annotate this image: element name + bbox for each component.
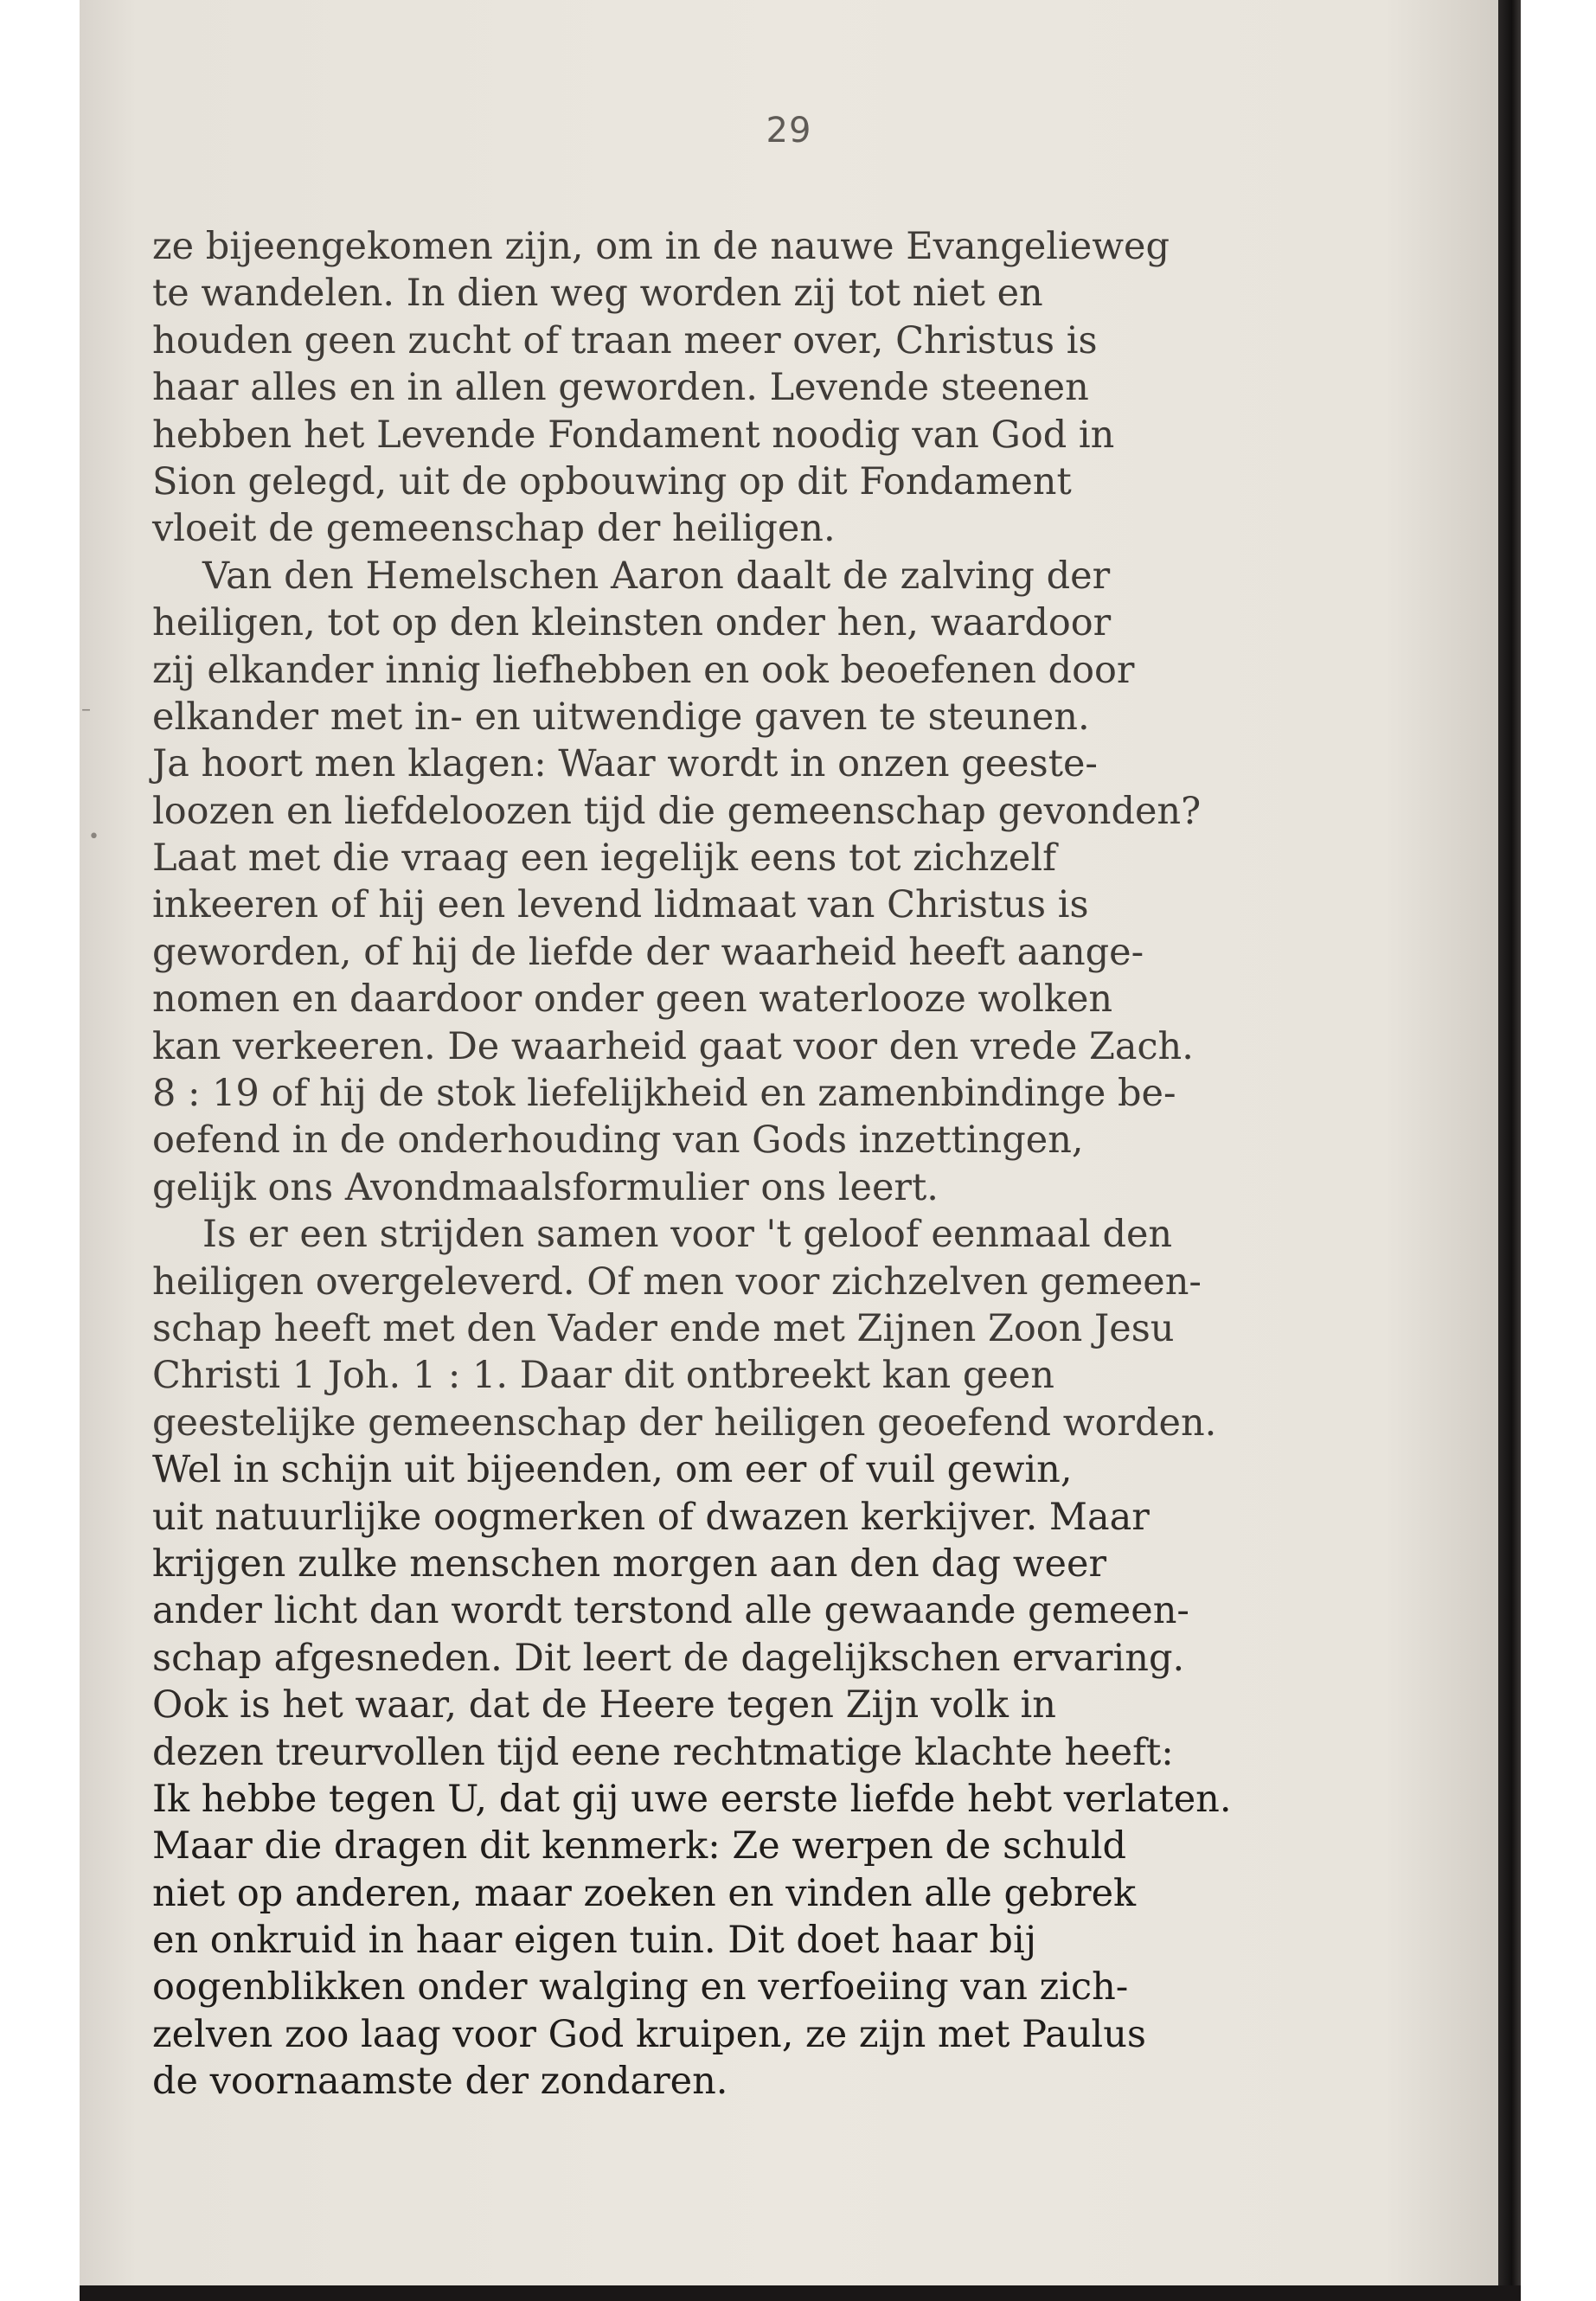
text-line: schap afgesneden. Dit leert de dagelijkschen ervaring. [152, 1636, 1185, 1680]
margin-dash-mark: – [81, 699, 91, 721]
book-page [80, 0, 1498, 2288]
text-line: de voornaamste der zondaren. [152, 2060, 728, 2104]
text-line: inkeeren of hij een levend lidmaat van Christus is [152, 883, 1089, 927]
text-line: dezen treurvollen tijd eene rechtmatige klachte heeft: [152, 1730, 1174, 1774]
text-line: uit natuurlijke oogmerken of dwazen kerkijver. Maar [152, 1495, 1150, 1539]
text-line: oogenblikken onder walging en verfoeiing van zich- [152, 1965, 1129, 2009]
text-line: ander licht dan wordt terstond alle gewaande gemeen- [152, 1589, 1189, 1633]
text-line: Ik hebbe tegen U, dat gij uwe eerste liefde hebt verlaten. [152, 1777, 1232, 1821]
text-line: Christi 1 Joh. 1 : 1. Daar dit ontbreekt kan geen [152, 1354, 1054, 1398]
book-bottom-edge [80, 2285, 1521, 2301]
text-line: krijgen zulke menschen morgen aan den dag weer [152, 1541, 1107, 1586]
text-line: hebben het Levende Fondament noodig van God in [152, 413, 1115, 457]
text-line: geestelijke gemeenschap der heiligen geoefend worden. [152, 1400, 1217, 1445]
text-line: Van den Hemelschen Aaron daalt de zalving der [202, 554, 1111, 598]
text-line: geworden, of hij de liefde der waarheid heeft aange- [152, 930, 1144, 974]
text-line: heiligen overgeleverd. Of men voor zichzelven gemeen- [152, 1259, 1202, 1304]
text-line: kan verkeeren. De waarheid gaat voor den vrede Zach. [152, 1024, 1194, 1068]
text-line: houden geen zucht of traan meer over, Christus is [152, 318, 1098, 362]
text-line: Wel in schijn uit bijeenden, om eer of vuil gewin, [152, 1448, 1073, 1492]
text-line: Ook is het waar, dat de Heere tegen Zijn volk in [152, 1683, 1056, 1727]
text-line: Maar die dragen dit kenmerk: Ze werpen de schuld [152, 1824, 1126, 1868]
text-line: niet op anderen, maar zoeken en vinden alle gebrek [152, 1871, 1137, 1915]
text-line: zelven zoo laag voor God kruipen, ze zijn met Paulus [152, 2012, 1146, 2056]
text-line: nomen en daardoor onder geen waterlooze wolken [152, 977, 1113, 1022]
text-line: oefend in de onderhouding van Gods inzettingen, [152, 1118, 1084, 1163]
text-line: elkander met in- en uitwendige gaven te steunen. [152, 695, 1090, 739]
body-text [152, 223, 1355, 2106]
text-line: en onkruid in haar eigen tuin. Dit doet haar bij [152, 1919, 1037, 1963]
text-line: vloeit de gemeenschap der heiligen. [152, 507, 836, 551]
text-line: te wandelen. In dien weg worden zij tot niet en [152, 272, 1043, 316]
text-line: schap heeft met den Vader ende met Zijnen Zoon Jesu [152, 1306, 1175, 1350]
text-line: Laat met die vraag een iegelijk eens tot zichzelf [152, 836, 1057, 881]
text-line: loozen en liefdeloozen tijd die gemeenschap gevonden? [152, 789, 1202, 833]
text-line: Is er een strijden samen voor 't geloof eenmaal den [202, 1213, 1173, 1257]
text-line: Sion gelegd, uit de opbouwing op dit Fondament [152, 459, 1072, 503]
text-line: gelijk ons Avondmaalsformulier ons leert. [152, 1165, 939, 1209]
margin-bullet-mark: • [88, 826, 99, 848]
text-line: heiligen, tot op den kleinsten onder hen, waardoor [152, 601, 1112, 645]
text-line: haar alles en in allen geworden. Levende steenen [152, 366, 1089, 410]
text-line: ze bijeengekomen zijn, om in de nauwe Evangelieweg [152, 225, 1170, 268]
text-line: Ja hoort men klagen: Waar wordt in onzen geeste- [152, 742, 1098, 786]
text-line: 8 : 19 of hij de stok liefelijkheid en zamenbindinge be- [152, 1072, 1176, 1116]
page-number: 29 [766, 111, 812, 151]
book-spine-edge [1498, 0, 1521, 2301]
text-line: zij elkander innig liefhebben en ook beoefenen door [152, 648, 1135, 692]
